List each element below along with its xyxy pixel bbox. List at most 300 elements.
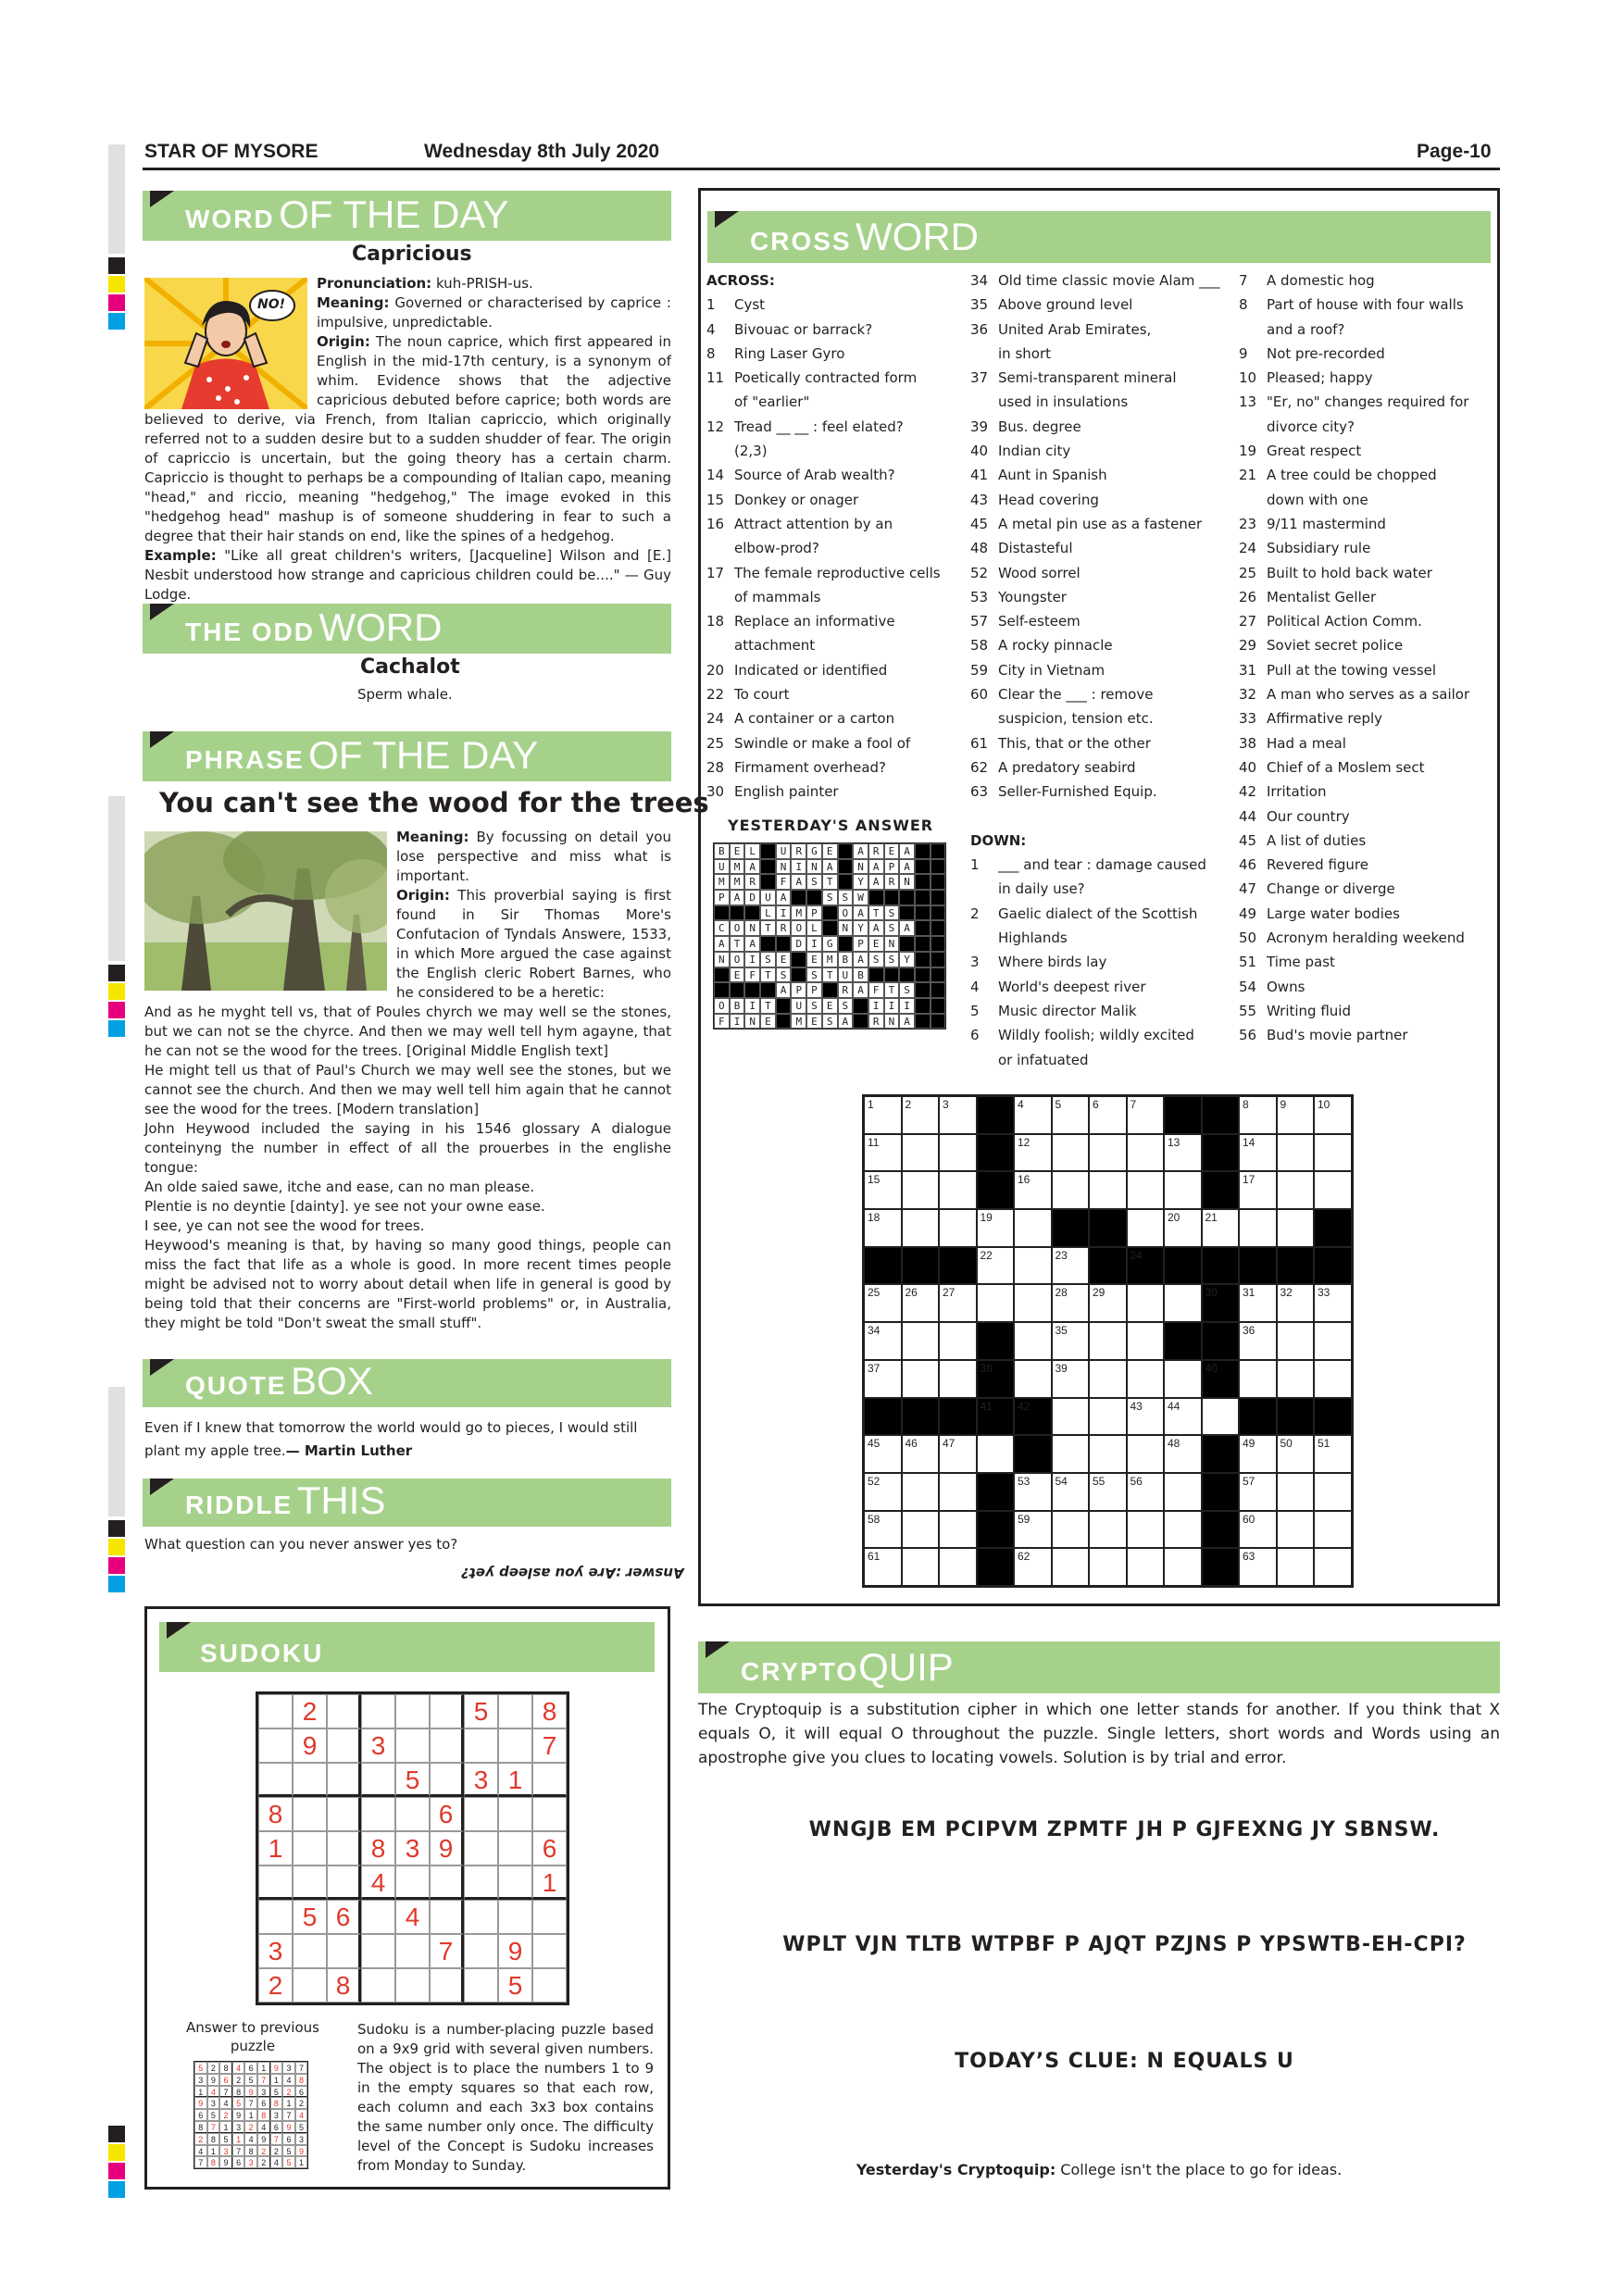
yesterday-cell xyxy=(915,843,931,859)
crossword-cell[interactable]: 12 xyxy=(1014,1134,1052,1172)
answer-cell: 3 xyxy=(295,2133,308,2145)
answer-cell: 3 xyxy=(194,2074,207,2086)
sudoku-cell[interactable] xyxy=(532,1934,567,1968)
sudoku-cell[interactable] xyxy=(293,1968,327,2003)
crossword-cell[interactable] xyxy=(939,1511,977,1549)
crossword-cell[interactable]: 7 xyxy=(1127,1096,1165,1134)
clue: or infatuated xyxy=(998,1051,1089,1068)
crossword-cell[interactable]: 47 xyxy=(939,1435,977,1473)
crossword-cell[interactable]: 13 xyxy=(1164,1134,1202,1172)
answer-cell: 8 xyxy=(219,2062,232,2074)
crossword-cell[interactable] xyxy=(939,1171,977,1209)
sudoku-cell[interactable] xyxy=(395,1968,430,2003)
odd-word-header: THE ODD WORD xyxy=(143,604,671,654)
sudoku-cell[interactable]: 1 xyxy=(258,1831,293,1866)
crossword-cell[interactable]: 5 xyxy=(1052,1096,1090,1134)
crossword-cell[interactable] xyxy=(1127,1134,1165,1172)
crossword-header: CROSS WORD xyxy=(707,211,1491,263)
answer-cell: 6 xyxy=(282,2133,295,2145)
sudoku-cell[interactable] xyxy=(327,1728,361,1763)
clue: 39 Bus. degree xyxy=(970,418,1081,435)
answer-cell: 6 xyxy=(194,2109,207,2121)
crossword-cell[interactable] xyxy=(1052,1548,1090,1586)
sudoku-cell[interactable] xyxy=(498,1797,532,1831)
black-square: 24 xyxy=(1127,1247,1165,1285)
yesterday-cell: S xyxy=(868,952,884,967)
sudoku-cell[interactable] xyxy=(361,1934,395,1968)
crossword-cell[interactable] xyxy=(1277,1473,1315,1511)
crossword-cell[interactable] xyxy=(1314,1548,1352,1586)
sudoku-cell[interactable] xyxy=(258,1900,293,1934)
crossword-cell[interactable] xyxy=(902,1209,940,1247)
sudoku-cell[interactable] xyxy=(430,1728,464,1763)
yesterday-cell: S xyxy=(838,998,854,1014)
crossword-cell[interactable]: 49 xyxy=(1239,1435,1277,1473)
crossword-cell[interactable] xyxy=(1277,1548,1315,1586)
yesterday-cell xyxy=(868,967,884,983)
crossword-cell[interactable]: 3 xyxy=(939,1096,977,1134)
crossword-cell[interactable] xyxy=(1127,1435,1165,1473)
yesterday-cell xyxy=(806,890,822,905)
answer-cell: 4 xyxy=(232,2062,245,2074)
crossword-cell[interactable]: 17 xyxy=(1239,1171,1277,1209)
crossword-cell[interactable]: 56 xyxy=(1127,1473,1165,1511)
crossword-cell[interactable]: 39 xyxy=(1052,1360,1090,1398)
yesterday-cell: I xyxy=(730,1014,745,1029)
crossword-cell[interactable]: 46 xyxy=(902,1435,940,1473)
yesterday-cell: O xyxy=(791,920,806,936)
yesterday-cell: Y xyxy=(853,920,868,936)
crossword-cell[interactable]: 51 xyxy=(1314,1435,1352,1473)
clue: 31 Pull at the towing vessel xyxy=(1239,661,1437,679)
yesterday-cryptoquip: Yesterday's Cryptoquip: College isn't the place to go for ideas. xyxy=(856,2161,1343,2178)
crossword-cell[interactable] xyxy=(1202,1398,1240,1436)
sudoku-cell[interactable] xyxy=(361,1900,395,1934)
crossword-cell[interactable] xyxy=(1127,1322,1165,1360)
crossword-cell[interactable] xyxy=(902,1548,940,1586)
black-square xyxy=(1202,1435,1240,1473)
sudoku-cell[interactable]: 3 xyxy=(361,1728,395,1763)
clue: used in insulations xyxy=(998,393,1129,411)
crossword-cell[interactable] xyxy=(1089,1511,1127,1549)
yesterday-cell xyxy=(915,920,931,936)
crossword-cell[interactable]: 11 xyxy=(864,1134,902,1172)
crossword-cell[interactable] xyxy=(1052,1171,1090,1209)
crossword-cell[interactable]: 48 xyxy=(1164,1435,1202,1473)
yesterday-cell: O xyxy=(838,905,854,921)
crossword-cell[interactable] xyxy=(1164,1473,1202,1511)
clue: 44 Our country xyxy=(1239,807,1350,825)
yesterday-cell xyxy=(760,874,776,890)
sudoku-cell[interactable] xyxy=(293,1763,327,1797)
yesterday-cell: R xyxy=(868,1014,884,1029)
yellow-swatch xyxy=(108,2144,125,2161)
sudoku-cell[interactable] xyxy=(532,1797,567,1831)
black-square xyxy=(1202,1473,1240,1511)
clue: 35 Above ground level xyxy=(970,296,1133,314)
answer-cell: 3 xyxy=(257,2086,270,2098)
black-square: 30 xyxy=(1202,1284,1240,1322)
sudoku-cell[interactable] xyxy=(395,1728,430,1763)
yesterday-cell xyxy=(776,998,792,1014)
crossword-cell[interactable]: 16 xyxy=(1014,1171,1052,1209)
crossword-cell[interactable] xyxy=(1314,1473,1352,1511)
sudoku-cell[interactable] xyxy=(293,1934,327,1968)
crossword-cell[interactable] xyxy=(1014,1209,1052,1247)
sudoku-cell[interactable]: 6 xyxy=(430,1797,464,1831)
crossword-cell[interactable] xyxy=(1277,1511,1315,1549)
crossword-cell[interactable] xyxy=(1277,1322,1315,1360)
crossword-cell[interactable]: 1 xyxy=(864,1096,902,1134)
sudoku-cell[interactable]: 1 xyxy=(498,1763,532,1797)
sudoku-cell[interactable] xyxy=(395,1694,430,1728)
sudoku-cell[interactable] xyxy=(532,1763,567,1797)
crossword-cell[interactable]: 34 xyxy=(864,1322,902,1360)
yesterday-cell: R xyxy=(744,874,760,890)
sudoku-cell[interactable]: 6 xyxy=(532,1831,567,1866)
sudoku-cell[interactable] xyxy=(293,1866,327,1900)
sudoku-cell[interactable] xyxy=(327,1934,361,1968)
crossword-cell[interactable]: 36 xyxy=(1239,1322,1277,1360)
crossword-cell[interactable] xyxy=(1127,1284,1165,1322)
crossword-cell[interactable] xyxy=(1014,1247,1052,1285)
answer-cell: 9 xyxy=(270,2062,283,2074)
sudoku-cell[interactable] xyxy=(327,1763,361,1797)
crossword-cell[interactable]: 32 xyxy=(1277,1284,1315,1322)
crossword-cell[interactable] xyxy=(1089,1134,1127,1172)
crossword-cell[interactable] xyxy=(1277,1171,1315,1209)
crossword-cell[interactable]: 4 xyxy=(1014,1096,1052,1134)
crossword-cell[interactable]: 50 xyxy=(1277,1435,1315,1473)
sudoku-cell[interactable]: 3 xyxy=(395,1831,430,1866)
sudoku-cell[interactable] xyxy=(395,1934,430,1968)
crossword-cell[interactable] xyxy=(1277,1134,1315,1172)
crossword-cell[interactable] xyxy=(977,1284,1015,1322)
black-square xyxy=(977,1473,1015,1511)
clue: 58 A rocky pinnacle xyxy=(970,637,1113,655)
crossword-cell[interactable] xyxy=(1277,1360,1315,1398)
sudoku-cell[interactable]: 9 xyxy=(430,1831,464,1866)
crossword-cell[interactable] xyxy=(1164,1511,1202,1549)
crossword-cell[interactable] xyxy=(1052,1398,1090,1436)
sudoku-cell[interactable] xyxy=(430,1763,464,1797)
crossword-cell[interactable]: 23 xyxy=(1052,1247,1090,1285)
sudoku-cell[interactable] xyxy=(498,1728,532,1763)
crossword-cell[interactable]: 27 xyxy=(939,1284,977,1322)
crossword-cell[interactable]: 45 xyxy=(864,1435,902,1473)
crossword-cell[interactable]: 18 xyxy=(864,1209,902,1247)
yesterday-cell xyxy=(915,1014,931,1029)
cryptoquip-header: CRYPTOQUIP xyxy=(698,1641,1500,1693)
crossword-cell[interactable]: 57 xyxy=(1239,1473,1277,1511)
crossword-cell[interactable] xyxy=(1164,1360,1202,1398)
sudoku-cell[interactable] xyxy=(464,1797,498,1831)
crossword-cell[interactable] xyxy=(1239,1360,1277,1398)
sudoku-cell[interactable] xyxy=(258,1694,293,1728)
yesterday-cell: G xyxy=(822,936,838,952)
crossword-cell[interactable]: 63 xyxy=(1239,1548,1277,1586)
crossword-cell[interactable] xyxy=(902,1473,940,1511)
crossword-cell[interactable]: 43 xyxy=(1127,1398,1165,1436)
crossword-grid[interactable] xyxy=(862,1094,1354,1588)
crossword-cell[interactable] xyxy=(1014,1322,1052,1360)
crossword-cell[interactable]: 2 xyxy=(902,1096,940,1134)
crossword-cell[interactable]: 26 xyxy=(902,1284,940,1322)
yesterday-cell xyxy=(931,890,946,905)
sudoku-cell[interactable]: 8 xyxy=(532,1694,567,1728)
crossword-cell[interactable] xyxy=(1164,1171,1202,1209)
sudoku-cell[interactable]: 3 xyxy=(258,1934,293,1968)
crossword-cell[interactable] xyxy=(1127,1360,1165,1398)
crossword-cell[interactable] xyxy=(1314,1511,1352,1549)
crossword-cell[interactable] xyxy=(1052,1134,1090,1172)
crossword-cell[interactable] xyxy=(1089,1360,1127,1398)
sudoku-cell[interactable]: 7 xyxy=(532,1728,567,1763)
answer-cell: 1 xyxy=(232,2133,245,2145)
answer-cell: 4 xyxy=(194,2145,207,2157)
yesterday-cell: P xyxy=(806,982,822,998)
crossword-cell[interactable]: 10 xyxy=(1314,1096,1352,1134)
crossword-cell[interactable]: 33 xyxy=(1314,1284,1352,1322)
answer-cell: 4 xyxy=(207,2086,220,2098)
crossword-cell[interactable]: 60 xyxy=(1239,1511,1277,1549)
sudoku-cell[interactable] xyxy=(258,1728,293,1763)
sudoku-cell[interactable] xyxy=(327,1866,361,1900)
sudoku-cell[interactable]: 3 xyxy=(464,1763,498,1797)
crossword-cell[interactable] xyxy=(902,1511,940,1549)
crossword-cell[interactable] xyxy=(1277,1209,1315,1247)
crossword-cell[interactable]: 37 xyxy=(864,1360,902,1398)
yesterday-crossword-grid xyxy=(713,842,946,1029)
sudoku-cell[interactable] xyxy=(327,1797,361,1831)
sudoku-header: SUDOKU xyxy=(159,1622,655,1672)
yesterday-cell: A xyxy=(868,859,884,875)
crossword-cell[interactable] xyxy=(1314,1322,1352,1360)
speech-bubble-text: NO! xyxy=(257,297,286,312)
crossword-cell[interactable] xyxy=(1089,1398,1127,1436)
crossword-cell[interactable]: 54 xyxy=(1052,1473,1090,1511)
crossword-cell[interactable]: 14 xyxy=(1239,1134,1277,1172)
crossword-cell[interactable] xyxy=(939,1360,977,1398)
answer-cell: 7 xyxy=(257,2074,270,2086)
sudoku-cell[interactable] xyxy=(395,1866,430,1900)
crossword-cell[interactable]: 62 xyxy=(1014,1548,1052,1586)
sudoku-cell[interactable] xyxy=(293,1797,327,1831)
crossword-cell[interactable]: 21 xyxy=(1202,1209,1240,1247)
clue: 10 Pleased; happy xyxy=(1239,369,1373,387)
crossword-cell[interactable] xyxy=(1127,1511,1165,1549)
sudoku-cell[interactable]: 4 xyxy=(395,1900,430,1934)
sudoku-cell[interactable] xyxy=(498,1831,532,1866)
sudoku-cell[interactable] xyxy=(361,1968,395,2003)
clue: 9 Not pre-recorded xyxy=(1239,344,1385,362)
yesterday-cell: M xyxy=(822,952,838,967)
crossword-cell[interactable] xyxy=(1239,1209,1277,1247)
sudoku-cell[interactable]: 6 xyxy=(327,1900,361,1934)
sudoku-cell[interactable]: 4 xyxy=(361,1866,395,1900)
answer-cell: 5 xyxy=(270,2086,283,2098)
yesterday-cell: U xyxy=(838,967,854,983)
black-square xyxy=(1314,1398,1352,1436)
sudoku-cell[interactable] xyxy=(258,1866,293,1900)
crossword-cell[interactable] xyxy=(902,1322,940,1360)
black-square xyxy=(1089,1209,1127,1247)
crossword-cell[interactable]: 8 xyxy=(1239,1096,1277,1134)
sudoku-cell[interactable] xyxy=(464,1728,498,1763)
crossword-cell[interactable] xyxy=(1052,1435,1090,1473)
sudoku-cell[interactable]: 5 xyxy=(464,1694,498,1728)
crossword-cell[interactable]: 52 xyxy=(864,1473,902,1511)
crossword-cell[interactable]: 25 xyxy=(864,1284,902,1322)
sudoku-cell[interactable] xyxy=(327,1831,361,1866)
crossword-cell[interactable] xyxy=(939,1134,977,1172)
sudoku-cell[interactable] xyxy=(464,1831,498,1866)
sudoku-cell[interactable]: 7 xyxy=(430,1934,464,1968)
yesterday-cell: N xyxy=(806,859,822,875)
sudoku-cell[interactable]: 5 xyxy=(293,1900,327,1934)
sudoku-grid[interactable] xyxy=(256,1691,569,2005)
crossword-cell[interactable]: 35 xyxy=(1052,1322,1090,1360)
answer-cell: 4 xyxy=(282,2074,295,2086)
sudoku-cell[interactable] xyxy=(258,1763,293,1797)
sudoku-cell[interactable] xyxy=(464,1968,498,2003)
answer-cell: 8 xyxy=(232,2086,245,2098)
crossword-cell[interactable] xyxy=(1127,1548,1165,1586)
crossword-cell[interactable] xyxy=(1164,1548,1202,1586)
crossword-cell[interactable]: 29 xyxy=(1089,1284,1127,1322)
crossword-cell[interactable] xyxy=(1127,1171,1165,1209)
crossword-cell[interactable]: 15 xyxy=(864,1171,902,1209)
answer-cell: 5 xyxy=(232,2097,245,2109)
sudoku-cell[interactable] xyxy=(498,1694,532,1728)
yesterday-cell: O xyxy=(730,920,745,936)
crossword-cell[interactable]: 22 xyxy=(977,1247,1015,1285)
sudoku-cell[interactable]: 5 xyxy=(395,1763,430,1797)
crossword-cell[interactable]: 61 xyxy=(864,1548,902,1586)
sudoku-cell[interactable]: 5 xyxy=(498,1968,532,2003)
answer-cell: 5 xyxy=(295,2121,308,2133)
sudoku-cell[interactable] xyxy=(464,1866,498,1900)
clue: 59 City in Vietnam xyxy=(970,661,1106,679)
crossword-cell[interactable]: 55 xyxy=(1089,1473,1127,1511)
sudoku-cell[interactable]: 2 xyxy=(258,1968,293,2003)
page-number: Page-10 xyxy=(1417,141,1492,162)
crossword-cell[interactable] xyxy=(1127,1209,1165,1247)
crossword-cell[interactable] xyxy=(1089,1435,1127,1473)
sudoku-cell[interactable] xyxy=(430,1900,464,1934)
sudoku-cell[interactable]: 2 xyxy=(293,1694,327,1728)
across-col-1 xyxy=(706,268,952,805)
sudoku-cell[interactable] xyxy=(464,1934,498,1968)
crossword-cell[interactable] xyxy=(1014,1360,1052,1398)
riddle-answer: Answer :Are you asleep yet? xyxy=(461,1565,684,1581)
yesterday-cell: B xyxy=(853,967,868,983)
crossword-cell[interactable] xyxy=(1052,1511,1090,1549)
answer-cell: 2 xyxy=(270,2145,283,2157)
sudoku-cell[interactable] xyxy=(532,1900,567,1934)
crossword-cell[interactable] xyxy=(977,1435,1015,1473)
yesterday-cell xyxy=(760,982,776,998)
sudoku-cell[interactable]: 8 xyxy=(361,1831,395,1866)
down-col-3 xyxy=(1239,268,1498,1048)
sudoku-cell[interactable]: 9 xyxy=(498,1934,532,1968)
yesterday-cell: N xyxy=(899,874,915,890)
yesterday-cell xyxy=(714,967,730,983)
crossword-cell[interactable]: 44 xyxy=(1164,1398,1202,1436)
across-label: ACROSS: xyxy=(706,272,775,289)
crossword-cell[interactable]: 20 xyxy=(1164,1209,1202,1247)
crossword-cell[interactable]: 53 xyxy=(1014,1473,1052,1511)
answer-cell: 7 xyxy=(219,2086,232,2098)
sudoku-cell[interactable]: 9 xyxy=(293,1728,327,1763)
yesterday-cell: A xyxy=(714,936,730,952)
sudoku-cell[interactable] xyxy=(361,1763,395,1797)
yesterday-cell: S xyxy=(760,952,776,967)
crossword-cell[interactable]: 19 xyxy=(977,1209,1015,1247)
crossword-cell[interactable] xyxy=(902,1171,940,1209)
sudoku-cell[interactable] xyxy=(430,1866,464,1900)
yesterday-cell xyxy=(931,1014,946,1029)
sudoku-cell[interactable] xyxy=(532,1968,567,2003)
cryptoquip-line-2: WPLT VJN TLTB WTPBF P AJQT PZJNS P YPSWTB-EH-CPI? xyxy=(782,1933,1467,1956)
crossword-cell[interactable] xyxy=(939,1209,977,1247)
crossword-cell[interactable] xyxy=(902,1134,940,1172)
crossword-cell[interactable] xyxy=(1314,1360,1352,1398)
yesterday-cell: L xyxy=(760,905,776,921)
crossword-cell[interactable] xyxy=(939,1322,977,1360)
crossword-cell[interactable] xyxy=(1089,1548,1127,1586)
sudoku-cell[interactable]: 8 xyxy=(327,1968,361,2003)
sudoku-cell[interactable]: 1 xyxy=(532,1866,567,1900)
crossword-cell[interactable] xyxy=(1314,1134,1352,1172)
clue: 51 Time past xyxy=(1239,954,1335,971)
sudoku-cell[interactable] xyxy=(361,1797,395,1831)
crossword-cell[interactable] xyxy=(939,1473,977,1511)
sudoku-cell[interactable] xyxy=(430,1694,464,1728)
crossword-cell[interactable]: 59 xyxy=(1014,1511,1052,1549)
sudoku-cell[interactable] xyxy=(430,1968,464,2003)
crossword-cell[interactable] xyxy=(1314,1171,1352,1209)
sudoku-cell[interactable] xyxy=(361,1694,395,1728)
sudoku-cell[interactable] xyxy=(464,1900,498,1934)
crossword-cell[interactable] xyxy=(902,1360,940,1398)
sudoku-cell[interactable] xyxy=(293,1831,327,1866)
crossword-cell[interactable] xyxy=(1089,1322,1127,1360)
crossword-cell[interactable] xyxy=(1014,1284,1052,1322)
sudoku-cell[interactable] xyxy=(327,1694,361,1728)
clue: 24 A container or a carton xyxy=(706,710,895,728)
yesterday-cell: S xyxy=(822,1014,838,1029)
sudoku-cell[interactable] xyxy=(395,1797,430,1831)
crossword-cell[interactable] xyxy=(939,1548,977,1586)
crossword-cell[interactable]: 6 xyxy=(1089,1096,1127,1134)
yesterday-cell: T xyxy=(868,905,884,921)
crossword-cell[interactable]: 58 xyxy=(864,1511,902,1549)
sudoku-cell[interactable] xyxy=(498,1866,532,1900)
phrase-body: Meaning: By focussing on detail you lose perspective and miss what is important. Origin: This proverbial saying is first found in Sir Thomas More's Confutacion of Tyndals Answere, 1533, in which More argued the case against the English cleric Robert Barnes, who he considered to be a heretic: And as he myght tell vs, that of Poules chyrch we may well se the stones, but we can not se the chyrce. And then we may well tell hym agayne, that he can not se the wood for the trees. [Original Middle English text] He might tell us that of Paul's Church we may well see the stones, but we cannot see the church. And then we may well tell him again that he cannot see the wood for the trees. [Modern translation] John Heywood included the saying in his 1546 glossary A dialogue conteinyng the number in effect of all the prouerbes in the englishe tongue: An olde saied sawe, itche and ease, can no man please. Plentie is no deyntie [dainty]. ye see not your owne ease. I see, ye can not see the wood for trees. Heywood's meaning is that, by having so many good things, people can miss the fact that life as a whole is good. In more recent times people might be advised not to worry about detail when life in general is good by being told that their concerns are "First-world problems" or, in Australia, they might be told "Don't sweat the small stuff". xyxy=(144,829,671,1331)
sudoku-cell[interactable]: 8 xyxy=(258,1797,293,1831)
crossword-cell[interactable] xyxy=(1164,1284,1202,1322)
crossword-cell[interactable]: 31 xyxy=(1239,1284,1277,1322)
crossword-cell[interactable]: 28 xyxy=(1052,1284,1090,1322)
cryptoquip-line-1: WNGJB EM PCIPVM ZPMTF JH P GJFEXNG JY SBNSW. xyxy=(808,1818,1441,1841)
yesterday-cell xyxy=(931,920,946,936)
sudoku-cell[interactable] xyxy=(498,1900,532,1934)
crossword-cell[interactable] xyxy=(1089,1171,1127,1209)
crossword-cell[interactable]: 9 xyxy=(1277,1096,1315,1134)
yesterday-cell xyxy=(931,952,946,967)
yesterday-cell: A xyxy=(744,859,760,875)
